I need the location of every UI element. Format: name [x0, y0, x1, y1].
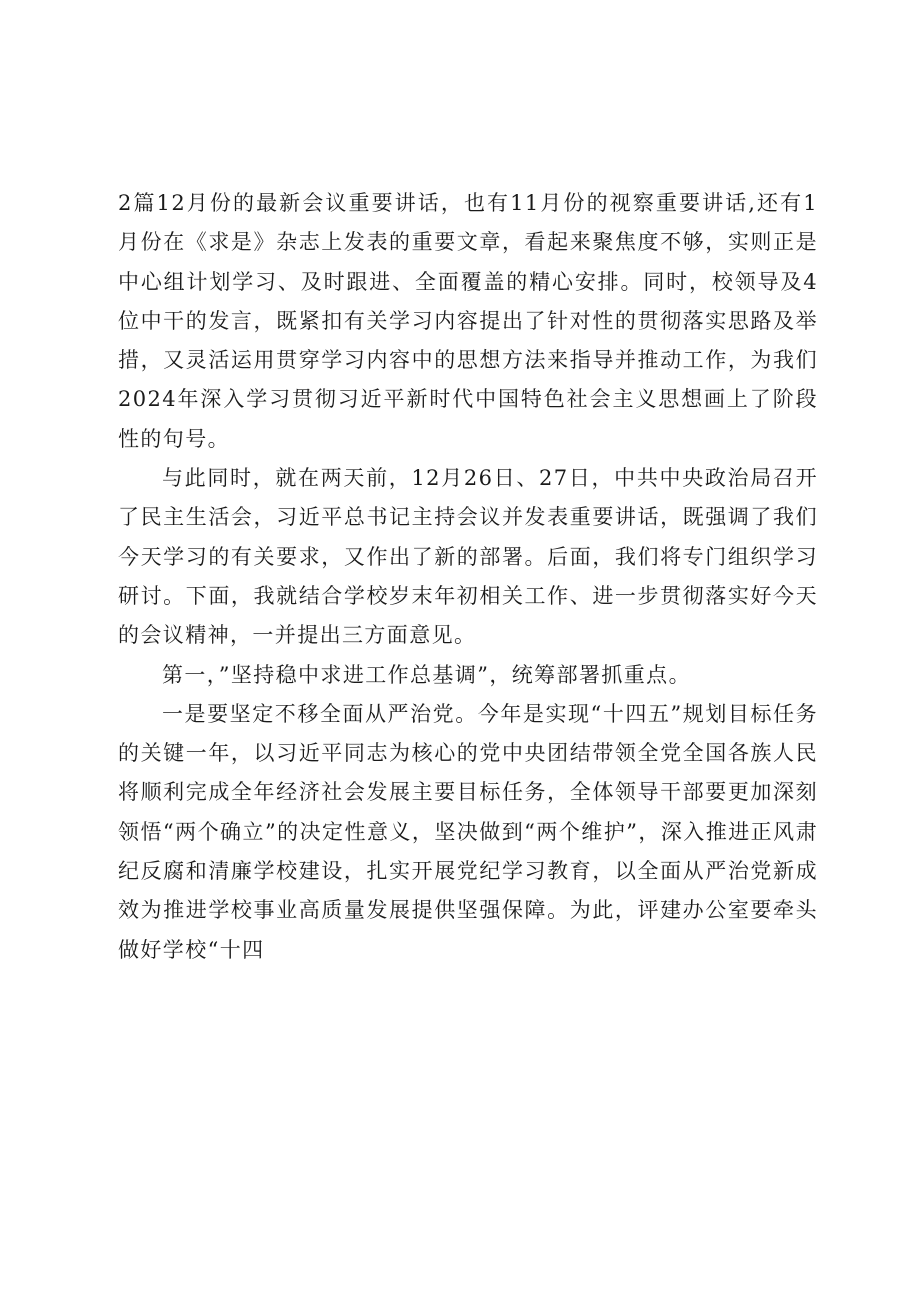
- paragraph-politburo-meeting: 与此同时，就在两天前，12月26日、27日，中共中央政治局召开了民主生活会，习近平总书记主持会议并发表重要讲话，既强调了我们今天学习的有关要求，又作出了新的部署。后面，我们将专门组织学习研讨。下面，我就结合学校岁末年初相关工作、进一步贯彻落实好今天的会议精神，一并提出三方面意见。: [118, 466, 818, 648]
- section-heading-first: 第一，”坚持稳中求进工作总基调”，统筹部署抓重点。: [162, 662, 691, 687]
- paragraph-continuation: 2篇12月份的最新会议重要讲话，也有11月份的视察重要讲话,还有1月份在《求是》杂志上发表的重要文章，看起来聚焦度不够，实则正是中心组计划学习、及时跟进、全面覆盖的精心安排。同时，校领导及4位中干的发言，既紧扣有关学习内容提出了针对性的贯彻落实思路及举措，又灵活运用贯穿学习内容中的思想方法来指导并推动工作，为我们2024年深入学习贯彻习近平新时代中国特色社会主义思想画上了阶段性的句号。: [118, 191, 818, 451]
- paragraph-party-governance: 一是要坚定不移全面从严治党。今年是实现“十四五”规划目标任务的关键一年，以习近平同志为核心的党中央团结带领全党全国各族人民将顺利完成全年经济社会发展主要目标任务，全体领导干部要更加深刻领悟“两个确立”的决定性意义，坚决做到“两个维护”，深入推进正风肃纪反腐和清廉学校建设，扎实开展党纪学习教育，以全面从严治党新成效为推进学校事业高质量发展提供坚强保障。为此，评建办公室要牵头做好学校“十四: [118, 701, 818, 962]
- document-body: [118, 184, 818, 970]
